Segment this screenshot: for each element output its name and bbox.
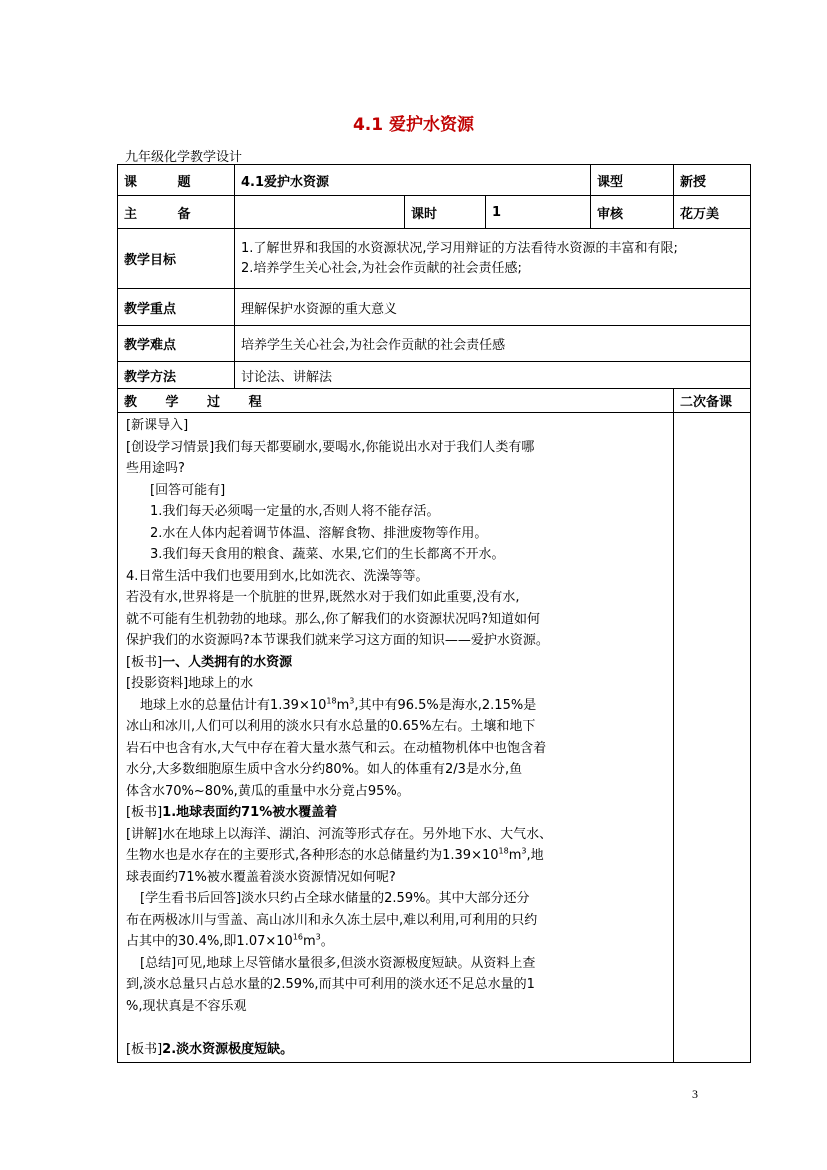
blank-line xyxy=(126,1017,665,1039)
text-span: m xyxy=(508,848,522,863)
key-point-value: 理解保护水资源的重大意义 xyxy=(235,289,751,326)
process-line: 些用途吗? xyxy=(126,461,185,476)
process-line: 1.我们每天必须喝一定量的水,否则人将不能存活。 xyxy=(150,504,440,519)
method-label: 教学方法 xyxy=(118,362,235,389)
row-method xyxy=(118,362,751,389)
process-line: 2.水在人体内起着调节体温、溶解食物、排泄废物等作用。 xyxy=(150,525,488,541)
row-key-point xyxy=(118,289,751,326)
process-line: 就不可能有生机勃勃的地球。那么,你了解我们的水资源状况吗?知道如何 xyxy=(126,611,541,627)
process-line: [总结]可见,地球上尽管储水量很多,但淡水资源极度短缺。从资料上查 xyxy=(140,955,536,971)
superscript: 18 xyxy=(326,696,337,706)
method-value: 讨论法、讲解法 xyxy=(235,362,751,389)
superscript: 3 xyxy=(315,932,321,942)
document-subtitle: 九年级化学教学设计 xyxy=(125,150,243,165)
text-span: m xyxy=(303,934,316,949)
page-title: 4.1 爱护水资源 xyxy=(352,115,475,135)
superscript: 3 xyxy=(349,696,355,706)
hours-label: 课时 xyxy=(405,196,486,229)
text-span: m xyxy=(336,697,350,713)
goals-label: 教学目标 xyxy=(118,229,235,289)
superscript: 18 xyxy=(498,846,509,856)
difficulty-value: 培养学生关心社会,为社会作贡献的社会责任感 xyxy=(235,326,751,362)
superscript: 16 xyxy=(292,932,303,942)
process-line: 若没有水,世界将是一个肮脏的世界,既然水对于我们如此重要,没有水, xyxy=(126,590,520,605)
board-tag: [板书] xyxy=(126,805,163,820)
row-topic xyxy=(118,165,751,196)
review-label: 审核 xyxy=(591,196,674,229)
hours-value: 1 xyxy=(486,196,591,229)
process-line xyxy=(126,1039,665,1061)
process-line xyxy=(126,931,665,953)
difficulty-label: 教学难点 xyxy=(118,326,235,362)
row-difficulty xyxy=(118,326,751,362)
process-line: [讲解]水在地球上以海洋、湖泊、河流等形式存在。另外地下水、大气水、 xyxy=(126,826,553,842)
process-line: [新课导入] xyxy=(126,418,189,433)
process-line xyxy=(126,802,665,824)
preparer-value xyxy=(235,196,405,229)
process-line xyxy=(126,695,665,717)
process-label: 教 学 过 程 xyxy=(118,389,674,413)
row-goals xyxy=(118,229,751,289)
board-heading: 2.淡水资源极度短缺。 xyxy=(162,1042,294,1057)
text-span: ,地 xyxy=(526,848,544,863)
key-point-label: 教学重点 xyxy=(118,289,235,326)
text-span: 。 xyxy=(320,934,334,949)
goals-content xyxy=(235,229,751,289)
second-prep-label: 二次备课 xyxy=(674,389,751,413)
second-prep-notes xyxy=(674,413,751,1063)
page-number: 3 xyxy=(692,1087,698,1101)
topic-value: 4.1爱护水资源 xyxy=(235,165,591,196)
process-line: %,现状真是不容乐观 xyxy=(126,998,247,1014)
superscript: 3 xyxy=(521,846,527,856)
process-line: 球表面约71%被水覆盖着淡水资源情况如何呢? xyxy=(126,869,396,885)
board-heading: 1.地球表面约71%被水覆盖着 xyxy=(162,805,338,820)
board-tag: [板书] xyxy=(126,654,163,670)
lesson-plan-table xyxy=(117,164,751,1063)
process-line: 保护我们的水资源吗?本节课我们就来学习这方面的知识——爱护水资源。 xyxy=(126,633,549,648)
preparer-label: 主 备 xyxy=(118,196,235,229)
review-value: 花万美 xyxy=(674,196,751,229)
process-content xyxy=(118,413,674,1063)
process-line: 4.日常生活中我们也要用到水,比如洗衣、洗澡等等。 xyxy=(126,568,429,584)
process-line: [回答可能有] xyxy=(150,482,226,498)
process-line: 冰山和冰川,人们可以利用的淡水只有水总量的0.65%左右。土壤和地下 xyxy=(126,719,536,734)
lesson-type-label: 课型 xyxy=(591,165,674,196)
lesson-type-value: 新授 xyxy=(674,165,751,196)
text-span: ,其中有96.5%是海水,2.15%是 xyxy=(354,697,537,713)
goal-item: 1.了解世界和我国的水资源状况,学习用辩证的方法看待水资源的丰富和有限; xyxy=(241,240,678,256)
row-process-body xyxy=(118,413,751,1063)
board-tag: [板书] xyxy=(126,1042,163,1057)
row-process-header xyxy=(118,389,751,413)
topic-label: 课 题 xyxy=(118,165,235,196)
board-heading: 一、人类拥有的水资源 xyxy=(162,654,293,670)
process-line xyxy=(126,652,665,674)
process-line: 布在两极冰川与雪盖、高山冰川和永久冻土层中,难以利用,可利用的只约 xyxy=(126,912,538,928)
process-line: 水分,大多数细胞原生质中含水分约80%。如人的体重有2/3是水分,鱼 xyxy=(126,762,523,777)
process-line xyxy=(126,845,665,867)
process-line: 到,淡水总量只占总水量的2.59%,而其中可利用的淡水还不足总水量的1 xyxy=(126,977,535,992)
text-span: 地球上水的总量估计有1.39×10 xyxy=(140,697,327,713)
text-span: 生物水也是水存在的主要形式,各种形态的水总储量约为1.39×10 xyxy=(126,848,499,863)
text-span: 占其中的30.4%,即1.07×10 xyxy=(126,934,293,949)
goal-item: 2.培养学生关心社会,为社会作贡献的社会责任感; xyxy=(241,260,522,276)
process-line: 岩石中也含有水,大气中存在着大量水蒸气和云。在动植物机体中也饱含着 xyxy=(126,740,547,756)
process-line: 体含水70%~80%,黄瓜的重量中水分竟占95%。 xyxy=(126,783,410,799)
process-line: [学生看书后回答]淡水只约占全球水储量的2.59%。其中大部分还分 xyxy=(140,891,530,906)
process-line: 3.我们每天食用的粮食、蔬菜、水果,它们的生长都离不开水。 xyxy=(150,547,505,562)
process-line: [创设学习情景]我们每天都要刷水,要喝水,你能说出水对于我们人类有哪 xyxy=(126,439,535,455)
row-preparer xyxy=(118,196,751,229)
process-line: [投影资料]地球上的水 xyxy=(126,676,254,691)
